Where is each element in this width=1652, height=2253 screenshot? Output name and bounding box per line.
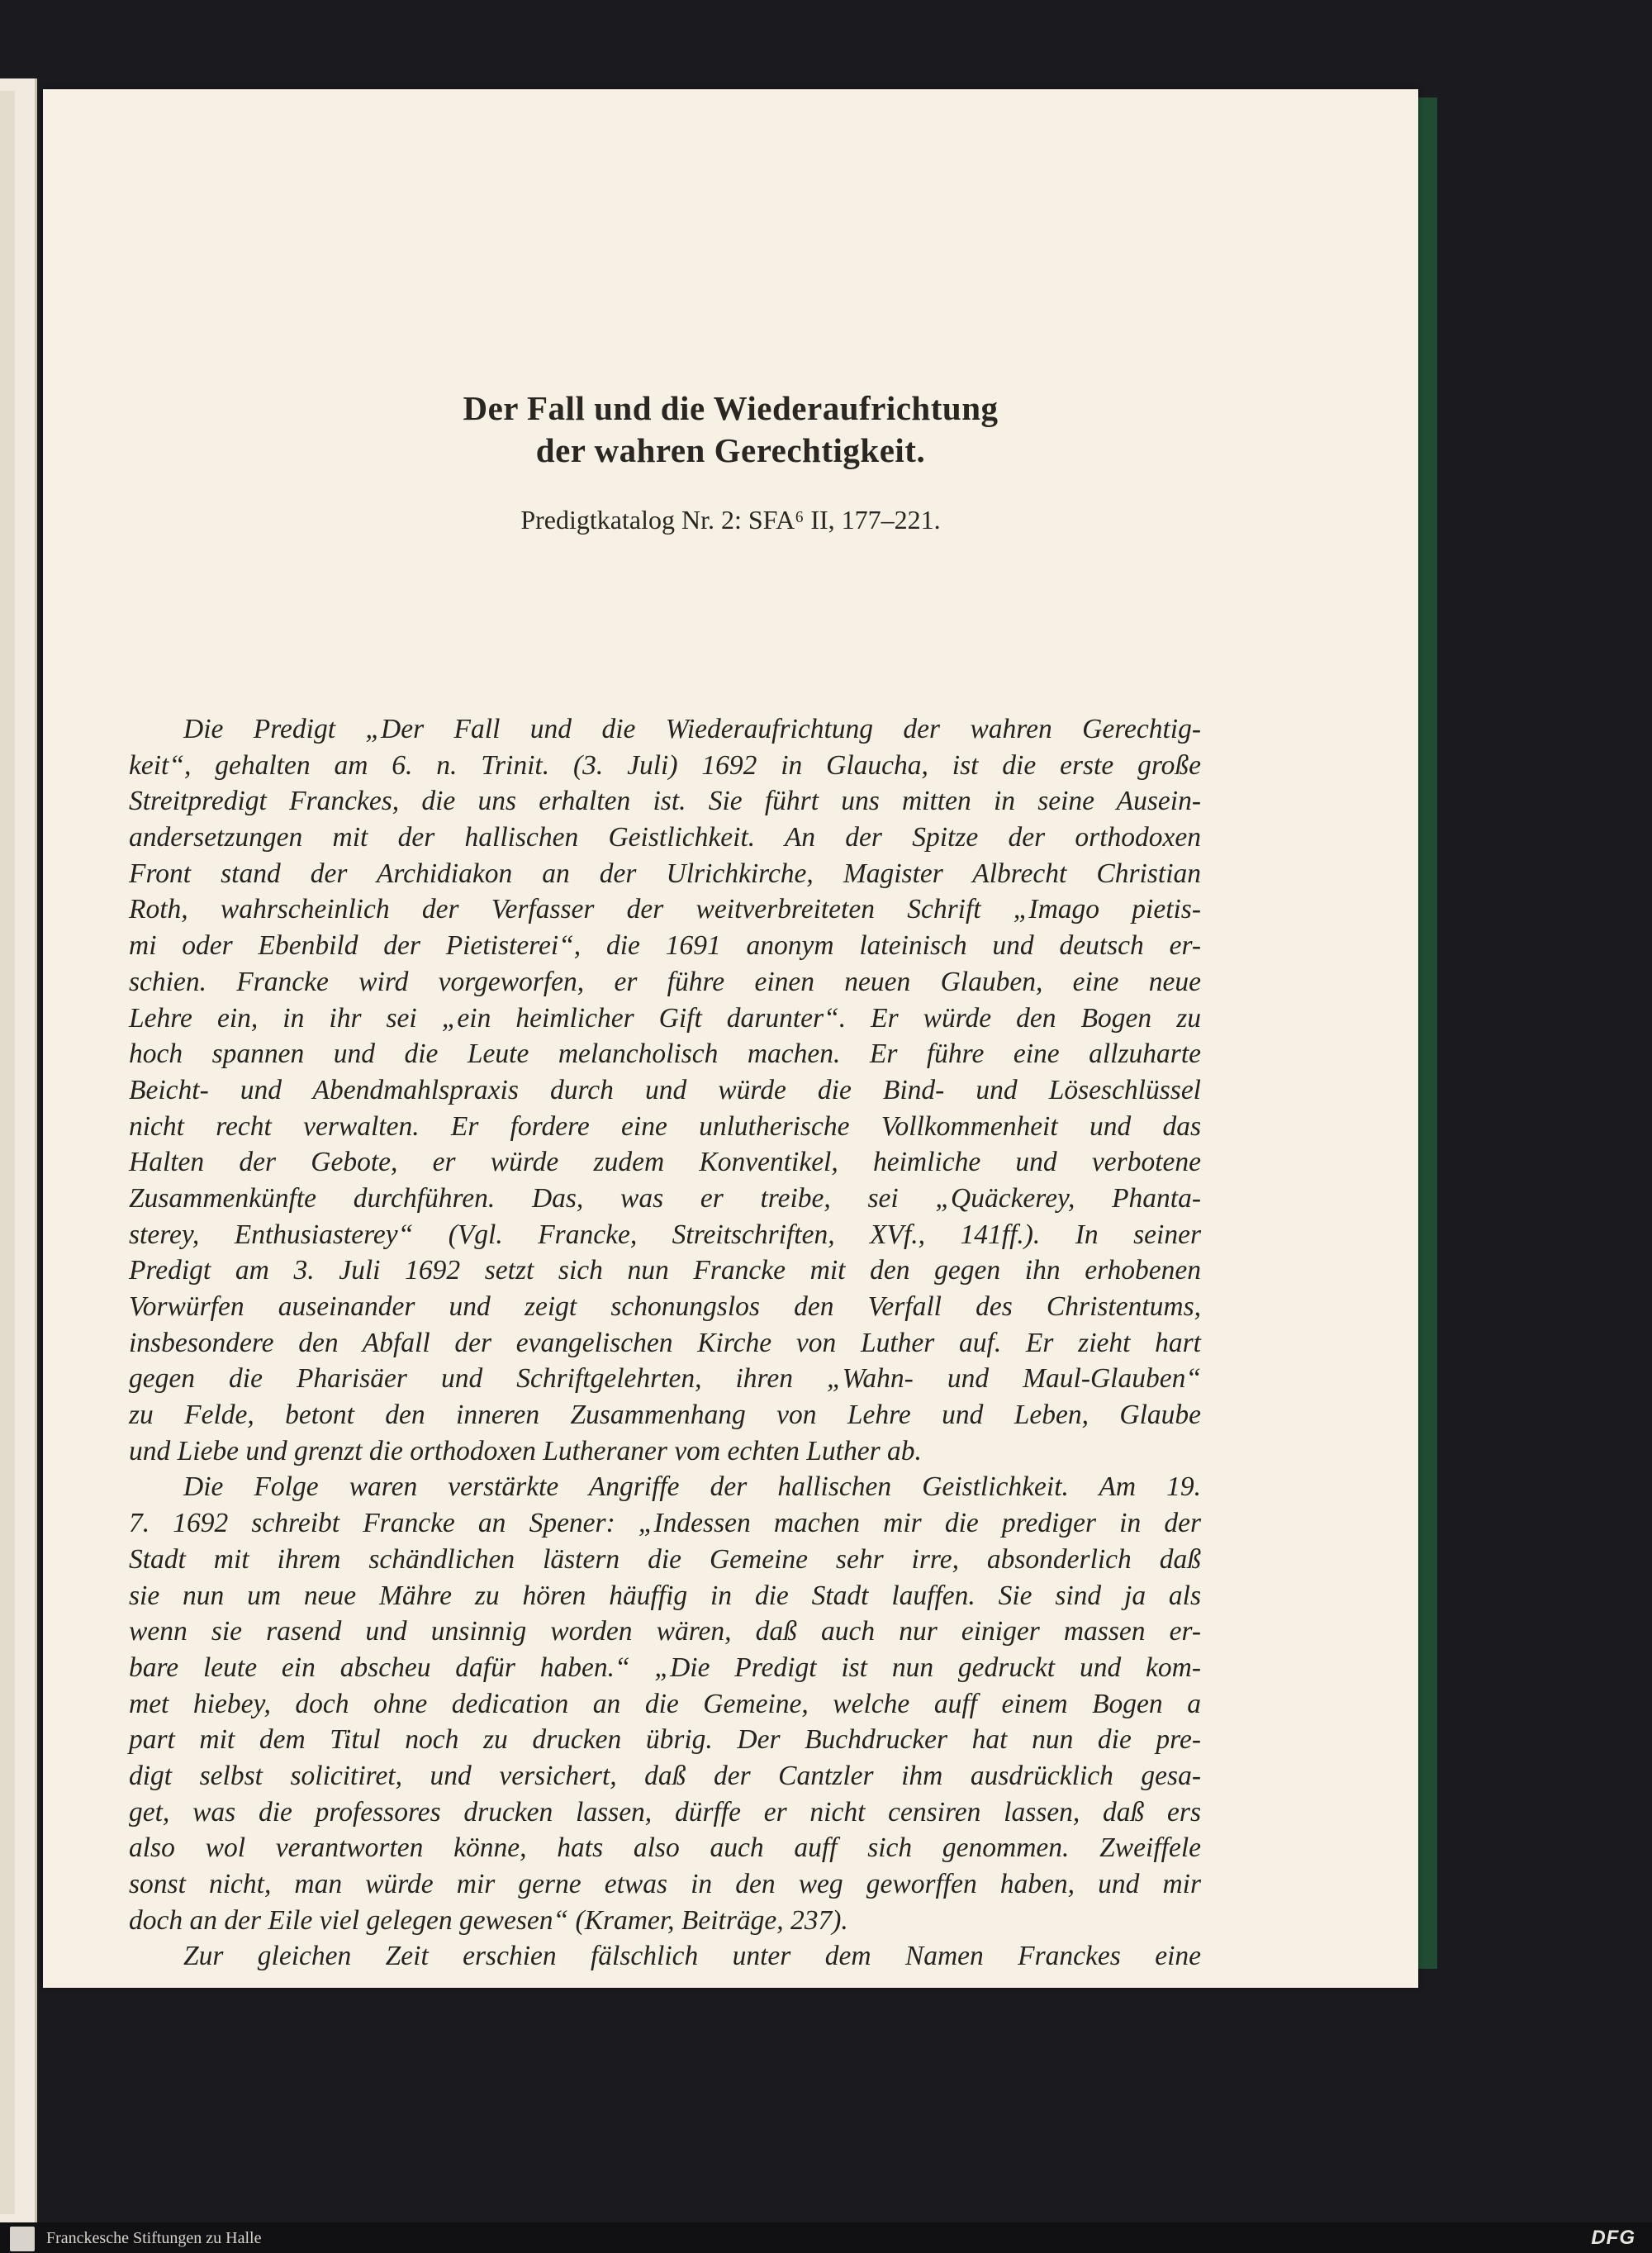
text-line: wenn sie rasend und unsinnig worden wären, daß auch nur einiger massen er-: [129, 1616, 1201, 1647]
left-page-shade: [0, 91, 15, 2214]
viewer-footer: [0, 2222, 1652, 2253]
text-line: keit“, gehalten am 6. n. Trinit. (3. Juli) 1692 in Glaucha, ist die erste große: [129, 749, 1201, 781]
title-line-2: der wahren Gerechtigkeit.: [535, 431, 926, 469]
text-line: part mit dem Titul noch zu drucken übrig. Der Buchdrucker hat nun die pre-: [129, 1724, 1201, 1756]
text-line: Die Predigt „Der Fall und die Wiederaufrichtung der wahren Gerechtig-: [183, 714, 1201, 744]
text-line: Front stand der Archidiakon an der Ulrichkirche, Magister Albrecht Christian: [129, 858, 1201, 889]
text-line: sterey, Enthusiasterey“ (Vgl. Francke, Streitschriften, XVf., 141ff.). In seiner: [129, 1219, 1201, 1250]
text-line: Streitpredigt Franckes, die uns erhalten ist. Sie führt uns mitten in seine Ausein-: [129, 786, 1201, 817]
text-line: hoch spannen und die Leute melancholisch machen. Er führe eine allzuharte: [129, 1039, 1201, 1070]
institution-logo-icon: [10, 2227, 35, 2251]
institution-name: Franckesche Stiftungen zu Halle: [46, 2229, 262, 2247]
body-text: [129, 711, 1201, 1975]
text-line: Predigt am 3. Juli 1692 setzt sich nun Francke mit den gegen ihn erhobenen: [129, 1255, 1201, 1286]
text-line: Beicht- und Abendmahlspraxis durch und würde die Bind- und Löseschlüssel: [129, 1074, 1201, 1105]
text-line: Die Folge waren verstärkte Angriffe der hallischen Geistlichkeit. Am 19.: [183, 1471, 1201, 1503]
text-line: sonst nicht, man würde mir gerne etwas in den weg geworffen haben, und mir: [129, 1869, 1201, 1899]
book-page: [43, 89, 1418, 1988]
text-line: andersetzungen mit der hallischen Geistlichkeit. An der Spitze der orthodoxen: [129, 822, 1201, 853]
text-line: Halten der Gebote, er würde zudem Konventikel, heimliche und verbotene: [129, 1147, 1201, 1178]
text-line: digt selbst solicitiret, und versichert, daß der Cantzler ihm ausdrücklich gesa-: [129, 1760, 1201, 1791]
text-line: Lehre ein, in ihr sei „ein heimlicher Gift darunter“. Er würde den Bogen zu: [129, 1002, 1201, 1034]
text-line: also wol verantworten könne, hats also auch auff sich genommen. Zweiffele: [129, 1832, 1201, 1864]
text-line: nicht recht verwalten. Er fordere eine unlutherische Vollkommenheit und das: [129, 1110, 1201, 1142]
text-line: schien. Francke wird vorgeworfen, er führe einen neuen Glauben, eine neue: [129, 966, 1201, 997]
text-line: insbesondere den Abfall der evangelischen Kirche von Luther auf. Er zieht hart: [129, 1327, 1201, 1358]
text-line: Stadt mit ihrem schändlichen lästern die Gemeine sehr irre, absonderlich daß: [129, 1543, 1201, 1575]
text-line: gegen die Pharisäer und Schriftgelehrten, ihren „Wahn- und Maul-Glauben“: [129, 1363, 1201, 1395]
text-line: Zusammenkünfte durchführen. Das, was er treibe, sei „Quäckerey, Phanta-: [129, 1182, 1201, 1214]
text-line: mi oder Ebenbild der Pietisterei“, die 1691 anonym lateinisch und deutsch er-: [129, 930, 1201, 962]
text-line: sie nun um neue Mähre zu hören häuffig in die Stadt lauffen. Sie sind ja als: [129, 1580, 1201, 1611]
title-line-1: Der Fall und die Wiederaufrichtung: [463, 389, 999, 427]
dfg-logo: DFG: [1591, 2227, 1635, 2249]
text-line: met hiebey, doch ohne dedication an die Gemeine, welche auff einem Bogen a: [129, 1688, 1201, 1719]
catalog-reference: Predigtkatalog Nr. 2: SFA⁶ II, 177–221.: [520, 505, 941, 535]
text-line: 7. 1692 schreibt Francke an Spener: „Indessen machen mir die prediger in der: [129, 1508, 1201, 1539]
text-line: und Liebe und grenzt die orthodoxen Lutheraner vom echten Luther ab.: [129, 1435, 922, 1466]
text-line: get, was die professores drucken lassen, dürffe er nicht censiren lassen, daß ers: [129, 1796, 1201, 1828]
text-line: Vorwürfen auseinander und zeigt schonungslos den Verfall des Christentums,: [129, 1291, 1201, 1322]
text-line: bare leute ein abscheu dafür haben.“ „Die Predigt ist nun gedruckt und kom-: [129, 1652, 1201, 1683]
text-line: doch an der Eile viel gelegen gewesen“ (Kramer, Beiträge, 237).: [129, 1904, 848, 1936]
text-line: Zur gleichen Zeit erschien fälschlich unter dem Namen Franckes eine: [183, 1941, 1201, 1972]
text-line: zu Felde, betont den inneren Zusammenhang von Lehre und Leben, Glaube: [129, 1400, 1201, 1431]
text-line: Roth, wahrscheinlich der Verfasser der weitverbreiteten Schrift „Imago pietis-: [129, 894, 1201, 925]
